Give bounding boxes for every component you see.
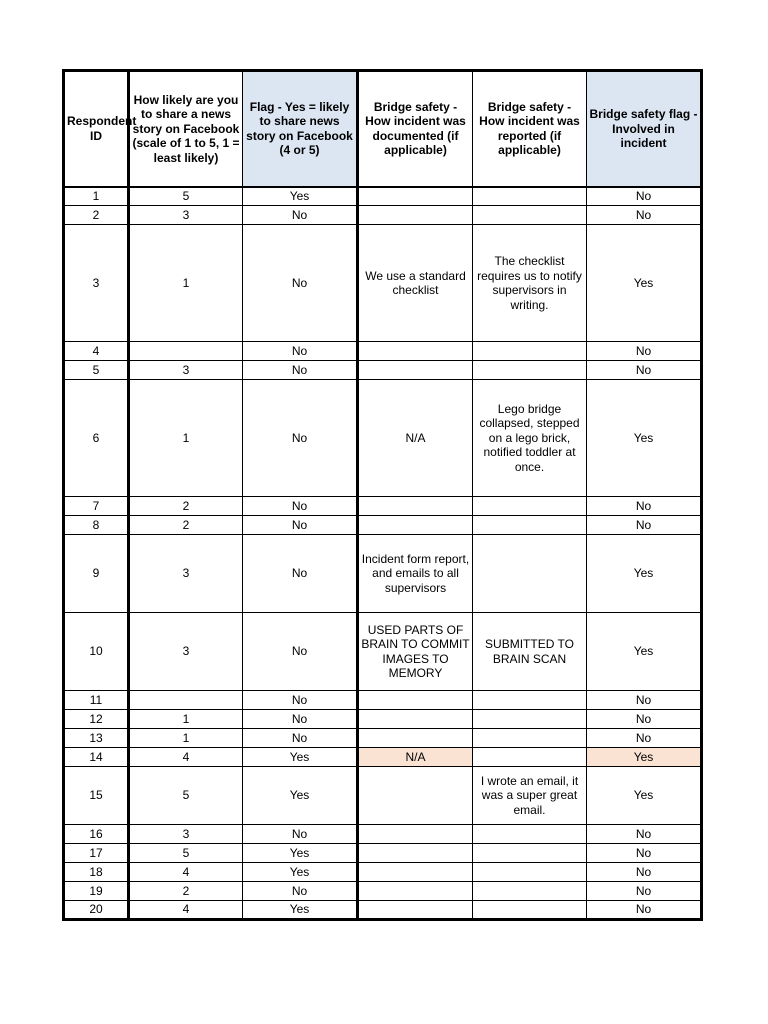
cell-documented bbox=[358, 342, 473, 361]
table-row bbox=[64, 767, 702, 825]
header-incident-reported: Bridge safety - How incident was reported (if applicable) bbox=[473, 71, 587, 187]
cell-id: 4 bbox=[64, 342, 129, 361]
table-row bbox=[64, 497, 702, 516]
cell-id: 19 bbox=[64, 882, 129, 901]
cell-reported: The checklist requires us to notify supervisors in writing. bbox=[473, 225, 587, 342]
cell-flag: Yes bbox=[243, 767, 358, 825]
cell-involved-highlighted: Yes bbox=[587, 748, 702, 767]
cell-reported bbox=[473, 863, 587, 882]
cell-involved: No bbox=[587, 342, 702, 361]
cell-likely: 3 bbox=[129, 361, 243, 380]
cell-involved: No bbox=[587, 901, 702, 920]
cell-likely: 4 bbox=[129, 748, 243, 767]
cell-documented bbox=[358, 767, 473, 825]
table-row bbox=[64, 844, 702, 863]
cell-reported bbox=[473, 901, 587, 920]
table-row bbox=[64, 748, 702, 767]
table-row bbox=[64, 206, 702, 225]
cell-documented bbox=[358, 206, 473, 225]
cell-likely: 3 bbox=[129, 613, 243, 691]
cell-flag: No bbox=[243, 535, 358, 613]
cell-documented bbox=[358, 691, 473, 710]
cell-involved: No bbox=[587, 516, 702, 535]
table-row bbox=[64, 882, 702, 901]
header-share-flag: Flag - Yes = likely to share news story on Facebook (4 or 5) bbox=[243, 71, 358, 187]
cell-involved: No bbox=[587, 825, 702, 844]
cell-flag: No bbox=[243, 497, 358, 516]
table-row bbox=[64, 825, 702, 844]
cell-id: 10 bbox=[64, 613, 129, 691]
cell-likely: 3 bbox=[129, 206, 243, 225]
cell-reported: I wrote an email, it was a super great email. bbox=[473, 767, 587, 825]
cell-involved: Yes bbox=[587, 380, 702, 497]
cell-involved: No bbox=[587, 844, 702, 863]
table-row bbox=[64, 535, 702, 613]
header-row bbox=[64, 71, 702, 187]
cell-documented bbox=[358, 825, 473, 844]
cell-id: 11 bbox=[64, 691, 129, 710]
cell-involved: No bbox=[587, 710, 702, 729]
cell-likely: 2 bbox=[129, 882, 243, 901]
cell-reported bbox=[473, 825, 587, 844]
cell-flag: Yes bbox=[243, 844, 358, 863]
cell-flag: No bbox=[243, 882, 358, 901]
cell-flag: No bbox=[243, 729, 358, 748]
cell-documented: We use a standard checklist bbox=[358, 225, 473, 342]
cell-likely: 3 bbox=[129, 535, 243, 613]
cell-involved: No bbox=[587, 187, 702, 206]
cell-likely: 5 bbox=[129, 767, 243, 825]
cell-id: 16 bbox=[64, 825, 129, 844]
cell-documented bbox=[358, 710, 473, 729]
cell-reported: Lego bridge collapsed, stepped on a lego brick, notified toddler at once. bbox=[473, 380, 587, 497]
cell-id: 6 bbox=[64, 380, 129, 497]
cell-likely: 4 bbox=[129, 901, 243, 920]
cell-involved: No bbox=[587, 497, 702, 516]
cell-reported bbox=[473, 187, 587, 206]
table-row bbox=[64, 710, 702, 729]
cell-likely: 3 bbox=[129, 825, 243, 844]
cell-flag: Yes bbox=[243, 901, 358, 920]
cell-reported bbox=[473, 710, 587, 729]
cell-id: 1 bbox=[64, 187, 129, 206]
cell-flag: Yes bbox=[243, 187, 358, 206]
cell-flag: No bbox=[243, 342, 358, 361]
cell-documented: Incident form report, and emails to all supervisors bbox=[358, 535, 473, 613]
cell-id: 17 bbox=[64, 844, 129, 863]
cell-reported bbox=[473, 844, 587, 863]
cell-id: 20 bbox=[64, 901, 129, 920]
header-incident-documented: Bridge safety - How incident was documented (if applicable) bbox=[358, 71, 473, 187]
cell-flag: Yes bbox=[243, 863, 358, 882]
table-row bbox=[64, 613, 702, 691]
table-row bbox=[64, 901, 702, 920]
cell-id: 12 bbox=[64, 710, 129, 729]
cell-reported bbox=[473, 361, 587, 380]
cell-involved: No bbox=[587, 691, 702, 710]
table-row bbox=[64, 729, 702, 748]
cell-reported bbox=[473, 206, 587, 225]
cell-documented bbox=[358, 844, 473, 863]
cell-documented: N/A bbox=[358, 380, 473, 497]
header-share-likelihood: How likely are you to share a news story on Facebook (scale of 1 to 5, 1 = least likely) bbox=[129, 71, 243, 187]
cell-id: 7 bbox=[64, 497, 129, 516]
cell-involved: Yes bbox=[587, 225, 702, 342]
table-row bbox=[64, 863, 702, 882]
cell-documented bbox=[358, 187, 473, 206]
cell-likely: 4 bbox=[129, 863, 243, 882]
cell-flag: No bbox=[243, 225, 358, 342]
cell-id: 15 bbox=[64, 767, 129, 825]
cell-involved: Yes bbox=[587, 767, 702, 825]
header-involved-flag: Bridge safety flag - Involved in incident bbox=[587, 71, 702, 187]
cell-flag: No bbox=[243, 710, 358, 729]
cell-flag: No bbox=[243, 361, 358, 380]
cell-likely: 5 bbox=[129, 187, 243, 206]
cell-id: 18 bbox=[64, 863, 129, 882]
cell-reported bbox=[473, 535, 587, 613]
cell-reported bbox=[473, 748, 587, 767]
header-respondent-id: Respondent ID bbox=[64, 71, 129, 187]
cell-likely: 1 bbox=[129, 380, 243, 497]
cell-id: 5 bbox=[64, 361, 129, 380]
cell-id: 14 bbox=[64, 748, 129, 767]
cell-involved: No bbox=[587, 863, 702, 882]
cell-flag: No bbox=[243, 516, 358, 535]
cell-reported bbox=[473, 691, 587, 710]
cell-flag: Yes bbox=[243, 748, 358, 767]
cell-documented bbox=[358, 516, 473, 535]
cell-documented bbox=[358, 882, 473, 901]
cell-involved: No bbox=[587, 206, 702, 225]
cell-documented-highlighted: N/A bbox=[358, 748, 473, 767]
cell-involved: Yes bbox=[587, 613, 702, 691]
table-row bbox=[64, 225, 702, 342]
table-row bbox=[64, 380, 702, 497]
cell-likely: 1 bbox=[129, 710, 243, 729]
cell-reported bbox=[473, 729, 587, 748]
cell-likely: 2 bbox=[129, 516, 243, 535]
survey-table bbox=[62, 69, 703, 921]
cell-documented bbox=[358, 497, 473, 516]
cell-documented: USED PARTS OF BRAIN TO COMMIT IMAGES TO MEMORY bbox=[358, 613, 473, 691]
cell-reported bbox=[473, 882, 587, 901]
cell-id: 8 bbox=[64, 516, 129, 535]
cell-flag: No bbox=[243, 825, 358, 844]
cell-id: 13 bbox=[64, 729, 129, 748]
cell-likely: 2 bbox=[129, 497, 243, 516]
cell-likely: 1 bbox=[129, 225, 243, 342]
cell-documented bbox=[358, 863, 473, 882]
cell-id: 3 bbox=[64, 225, 129, 342]
cell-likely bbox=[129, 691, 243, 710]
cell-likely: 5 bbox=[129, 844, 243, 863]
cell-reported bbox=[473, 497, 587, 516]
cell-documented bbox=[358, 729, 473, 748]
cell-reported bbox=[473, 516, 587, 535]
table-row bbox=[64, 691, 702, 710]
cell-flag: No bbox=[243, 613, 358, 691]
cell-likely: 1 bbox=[129, 729, 243, 748]
cell-involved: Yes bbox=[587, 535, 702, 613]
cell-likely bbox=[129, 342, 243, 361]
cell-reported: SUBMITTED TO BRAIN SCAN bbox=[473, 613, 587, 691]
cell-involved: No bbox=[587, 882, 702, 901]
cell-documented bbox=[358, 361, 473, 380]
table-row bbox=[64, 516, 702, 535]
table-row bbox=[64, 187, 702, 206]
cell-documented bbox=[358, 901, 473, 920]
cell-flag: No bbox=[243, 380, 358, 497]
cell-reported bbox=[473, 342, 587, 361]
cell-id: 9 bbox=[64, 535, 129, 613]
cell-involved: No bbox=[587, 361, 702, 380]
cell-flag: No bbox=[243, 206, 358, 225]
cell-involved: No bbox=[587, 729, 702, 748]
table-row bbox=[64, 361, 702, 380]
cell-flag: No bbox=[243, 691, 358, 710]
cell-id: 2 bbox=[64, 206, 129, 225]
table-row bbox=[64, 342, 702, 361]
